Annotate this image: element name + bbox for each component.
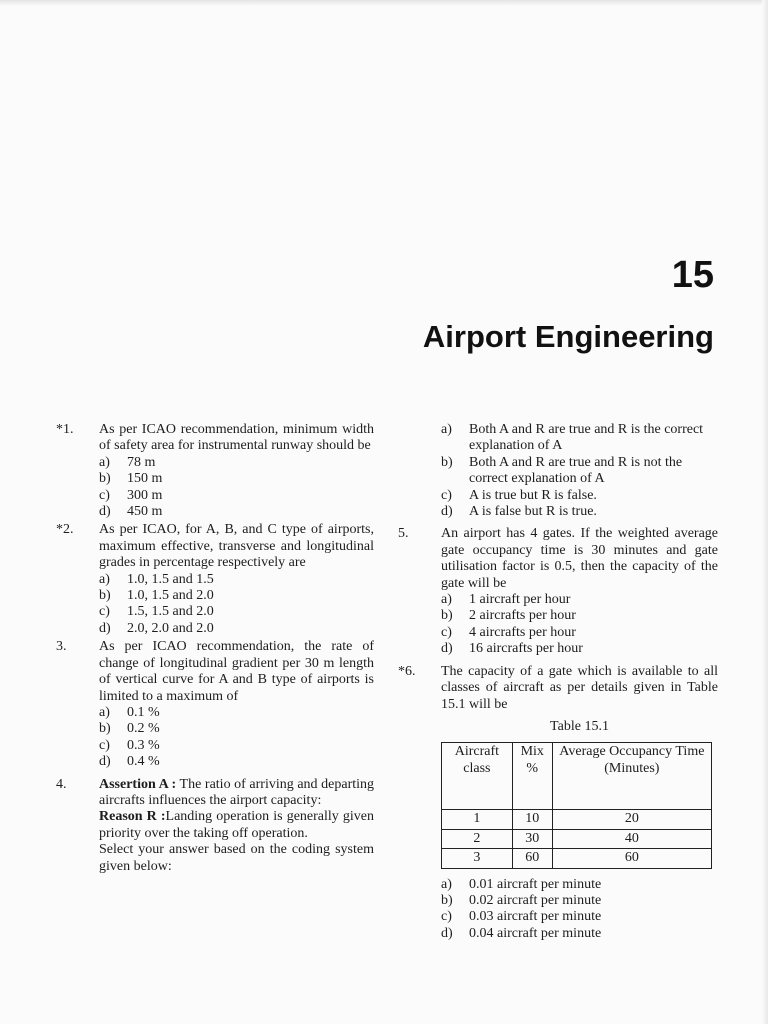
option-a: [441, 877, 718, 893]
option-a: [99, 455, 374, 471]
assertion: [99, 777, 374, 810]
question-number: 4.: [56, 776, 67, 792]
option-label: d): [441, 641, 453, 657]
option-text: 1.0, 1.5 and 1.5: [127, 571, 214, 587]
table-caption: Table 15.1: [550, 718, 609, 734]
option-text: Both A and R are true and R is the correct explanation of A: [469, 422, 704, 454]
option-text: 4 aircrafts per hour: [469, 624, 576, 640]
question-3: [56, 639, 374, 770]
assertion-label: Assertion A :: [99, 776, 177, 792]
option-text: 0.2 %: [127, 721, 160, 737]
reason-text: Landing operation is generally given priority over the taking off operation.: [99, 809, 374, 841]
table-cell: 20: [552, 810, 711, 829]
option-label: a): [99, 571, 110, 587]
option-text: 150 m: [127, 471, 163, 487]
option-c: [441, 488, 718, 504]
option-label: d): [99, 754, 111, 770]
question-number: 5.: [398, 526, 409, 542]
option-d: [99, 504, 374, 520]
question-number: *6.: [398, 663, 416, 679]
table-cell: 60: [552, 849, 711, 868]
table-row: [442, 849, 712, 868]
option-text: 2.0, 2.0 and 2.0: [127, 620, 214, 636]
reason-label: Reason R :: [99, 809, 166, 825]
option-text: 0.04 aircraft per minute: [469, 925, 602, 941]
question-number: *2.: [56, 522, 74, 538]
occupancy-table: [441, 742, 712, 868]
table-cell: 10: [512, 810, 552, 829]
reason: [99, 809, 374, 842]
option-c: [99, 738, 374, 754]
option-text: 450 m: [127, 504, 163, 520]
option-b: [441, 893, 718, 909]
option-c: [99, 488, 374, 504]
option-a: [99, 705, 374, 721]
question-number: *1.: [56, 422, 74, 437]
option-text: 0.01 aircraft per minute: [469, 876, 602, 892]
option-b: [441, 608, 718, 624]
option-text: 0.1 %: [127, 704, 160, 720]
assertion-text: The ratio of arriving and departing aircrafts influences the airport capacity:: [99, 776, 375, 808]
option-label: d): [99, 504, 111, 520]
option-text: 1.0, 1.5 and 2.0: [127, 588, 214, 604]
option-d: [99, 754, 374, 770]
option-label: c): [441, 624, 452, 640]
chapter-number: 15: [671, 254, 714, 296]
option-label: d): [441, 504, 453, 520]
right-column: [398, 422, 718, 944]
option-b: [99, 588, 374, 604]
option-text: Both A and R are true and R is not the correct explanation of A: [469, 454, 683, 487]
option-a: [441, 592, 718, 608]
option-text: 0.02 aircraft per minute: [469, 892, 602, 908]
question-2: [56, 522, 374, 637]
table-row: [442, 810, 712, 829]
question-1: [56, 422, 374, 520]
question-text: The capacity of a gate which is available to all classes of aircraft as per details given in Table 15.1 will be: [441, 663, 718, 712]
option-text: 1.5, 1.5 and 2.0: [127, 604, 214, 620]
option-a: [441, 422, 718, 455]
question-text: As per ICAO, for A, B, and C type of airports, maximum effective, transverse and longitudinal grades in percentage respectively are: [99, 522, 374, 571]
option-b: [99, 471, 374, 487]
table-cell: 1: [442, 810, 513, 829]
option-label: a): [441, 422, 452, 437]
option-b: [441, 455, 718, 488]
table-cell: 60: [512, 849, 552, 868]
option-text: 2 aircrafts per hour: [469, 608, 576, 624]
table-cell: 40: [552, 829, 711, 848]
option-label: a): [441, 592, 452, 608]
option-text: 16 aircrafts per hour: [469, 641, 583, 657]
question-4: [56, 777, 374, 875]
question-6: [398, 664, 718, 942]
option-c: [441, 625, 718, 641]
table-cell: 3: [442, 849, 513, 868]
option-c: [441, 909, 718, 925]
option-label: a): [441, 876, 452, 892]
option-label: d): [441, 925, 453, 941]
option-label: c): [99, 737, 110, 753]
option-d: [441, 926, 718, 942]
option-text: 0.3 %: [127, 737, 160, 753]
option-d: [441, 504, 718, 520]
option-c: [99, 604, 374, 620]
option-label: c): [441, 487, 452, 503]
option-text: 78 m: [127, 454, 156, 470]
question-5: [398, 526, 718, 657]
question-text: As per ICAO recommendation, the rate of change of longitudinal gradient per 30 m length of vertical curve for A and B type of airports is limited to a maximum of: [99, 639, 374, 704]
table-cell: 30: [512, 829, 552, 848]
table-cell: 2: [442, 829, 513, 848]
option-d: [99, 621, 374, 637]
option-label: c): [99, 604, 110, 620]
header-mix: Mix %: [512, 743, 552, 810]
instruction: Select your answer based on the coding system given below:: [99, 842, 374, 874]
option-label: b): [99, 721, 111, 737]
question-text: An airport has 4 gates. If the weighted average gate occupancy time is 30 minutes and gate utilisation factor is 0.5, then the capacity of the gate will be: [441, 526, 718, 591]
option-label: b): [441, 608, 453, 624]
option-text: A is true but R is false.: [469, 487, 597, 503]
table-row: [442, 829, 712, 848]
option-label: b): [99, 471, 111, 487]
option-label: b): [441, 454, 453, 470]
header-occupancy-time: Average Occupancy Time (Minutes): [552, 743, 711, 810]
table-header-row: [442, 743, 712, 810]
option-a: [99, 572, 374, 588]
option-label: b): [99, 588, 111, 604]
page-top-edge: [0, 0, 768, 6]
option-label: b): [441, 892, 453, 908]
question-text: As per ICAO recommendation, minimum width of safety area for instrumental runway should be: [99, 422, 374, 454]
option-text: 0.03 aircraft per minute: [469, 909, 602, 925]
question-number: 3.: [56, 639, 67, 655]
option-label: c): [441, 909, 452, 925]
header-aircraft-class: Aircraft class: [442, 743, 513, 810]
option-b: [99, 721, 374, 737]
option-d: [441, 641, 718, 657]
option-text: 300 m: [127, 487, 163, 503]
option-text: 0.4 %: [127, 754, 160, 770]
option-label: a): [99, 454, 110, 470]
page-right-edge: [762, 0, 768, 1024]
option-label: c): [99, 487, 110, 503]
option-text: 1 aircraft per hour: [469, 592, 571, 608]
question-4-options: [398, 422, 718, 520]
option-text: A is false but R is true.: [469, 504, 597, 520]
option-label: a): [99, 704, 110, 720]
chapter-title: Airport Engineering: [422, 319, 714, 354]
option-label: d): [99, 620, 111, 636]
left-column: [56, 422, 374, 877]
